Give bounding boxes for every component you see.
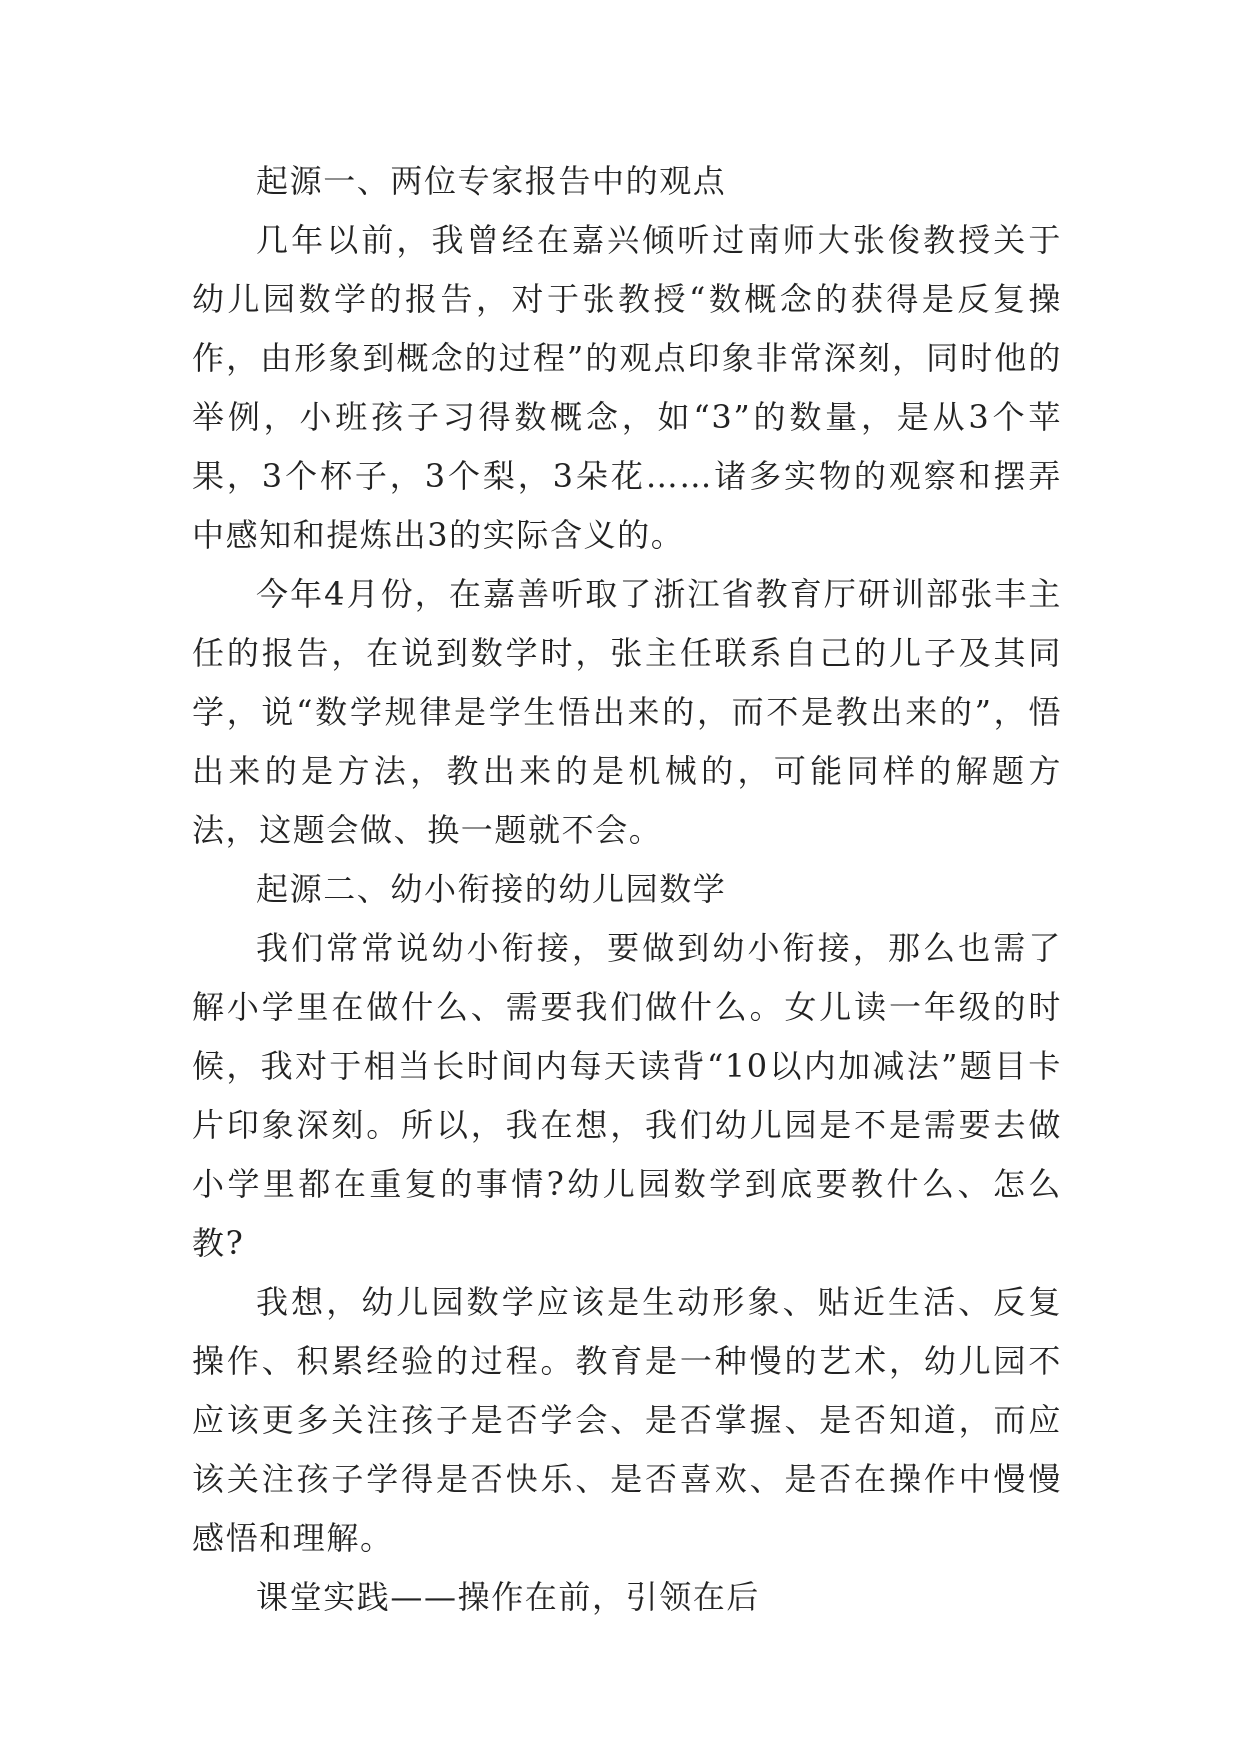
section-heading-origin-one: 起源一、两位专家报告中的观点	[256, 162, 727, 200]
section-heading-origin-two: 起源二、幼小衔接的幼儿园数学	[256, 870, 727, 908]
document-body	[192, 152, 1062, 1627]
paragraph-zhang-feng-report: 今年4月份，在嘉善听取了浙江省教育厅研训部张丰主任的报告，在说到数学时，张主任联系自己的儿子及其同学，说“数学规律是学生悟出来的，而不是教出来的”，悟出来的是方法，教出来的是机械的，可能同样的解题方法，这题会做、换一题就不会。	[192, 575, 1062, 849]
paragraph-kindergarten-math: 我想，幼儿园数学应该是生动形象、贴近生活、反复操作、积累经验的过程。教育是一种慢的艺术，幼儿园不应该更多关注孩子是否学会、是否掌握、是否知道，而应该关注孩子学得是否快乐、是否喜欢、是否在操作中慢慢感悟和理解。	[192, 1283, 1062, 1557]
section-heading-classroom-practice: 课堂实践——操作在前，引领在后	[256, 1578, 761, 1616]
paragraph-zhang-jun-report: 几年以前，我曾经在嘉兴倾听过南师大张俊教授关于幼儿园数学的报告，对于张教授“数概念的获得是反复操作，由形象到概念的过程”的观点印象非常深刻，同时他的举例，小班孩子习得数概念，如“3”的数量，是从3个苹果，3个杯子，3个梨，3朵花……诸多实物的观察和摆弄中感知和提炼出3的实际含义的。	[192, 221, 1062, 554]
paragraph-transition-primary: 我们常常说幼小衔接，要做到幼小衔接，那么也需了解小学里在做什么、需要我们做什么。女儿读一年级的时候，我对于相当长时间内每天读背“10以内加减法”题目卡片印象深刻。所以，我在想，我们幼儿园是不是需要去做小学里都在重复的事情?幼儿园数学到底要教什么、怎么教?	[192, 929, 1062, 1262]
